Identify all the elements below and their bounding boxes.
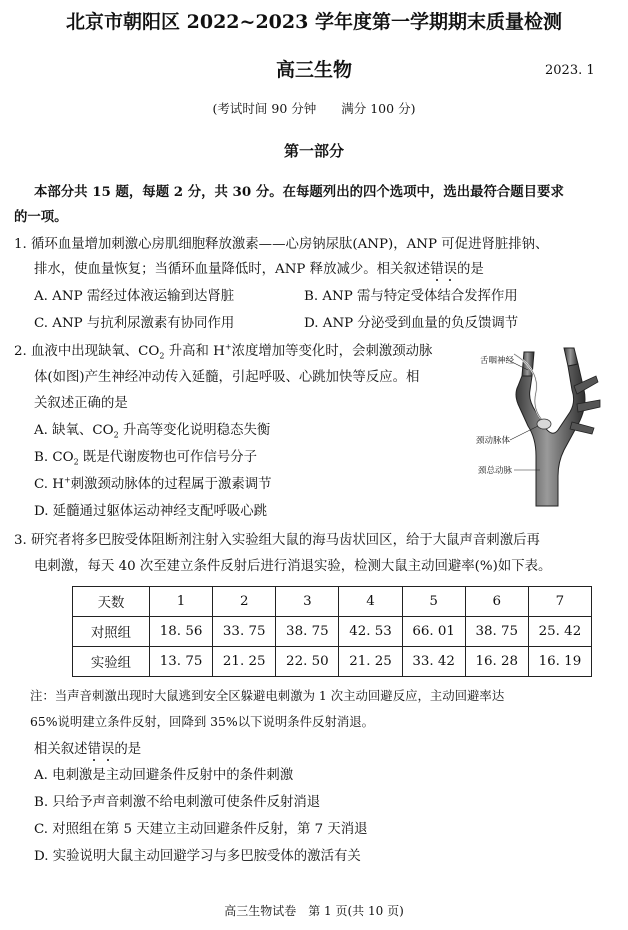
table-cell: 66. 01 xyxy=(402,617,465,647)
q1-stem-line-1: 1. 循环血量增加刺激心房肌细胞释放激素——心房钠尿肽(ANP)，ANP 可促进肾脏排钠、 xyxy=(14,237,549,252)
q2-a-sub: 2 xyxy=(113,430,119,440)
table-cell: 22. 50 xyxy=(276,647,339,677)
table-header-cell: 7 xyxy=(528,587,591,617)
table-row xyxy=(73,617,592,647)
q2-b-text-end: 既是代谢废物也可作信号分子 xyxy=(78,450,258,465)
avoidance-rate-table xyxy=(72,586,592,677)
table-cell: 21. 25 xyxy=(339,647,402,677)
table-cell: 38. 75 xyxy=(465,617,528,647)
table-header-cell: 1 xyxy=(150,587,213,617)
q2-option-c xyxy=(34,476,272,494)
q1-option-d: D. ANP 分泌受到血量的负反馈调节 xyxy=(304,316,519,331)
q3-question-end: 的是 xyxy=(114,742,142,757)
q2-option-b xyxy=(34,449,257,467)
table-row-label: 对照组 xyxy=(73,617,150,647)
q3-emphasis-2: 误 xyxy=(100,742,115,757)
carotid-figure xyxy=(478,346,610,508)
figure-label-carotid-artery: 颈总动脉 xyxy=(478,466,513,476)
table-header-cell: 6 xyxy=(465,587,528,617)
table-cell: 16. 28 xyxy=(465,647,528,677)
q3-option-d: D. 实验说明大鼠主动回避学习与多巴胺受体的激活有关 xyxy=(34,849,361,864)
q3-option-b: B. 只给予声音刺激不给电刺激可使条件反射消退 xyxy=(34,795,321,810)
q2-sup: + xyxy=(224,342,232,352)
table-cell: 33. 42 xyxy=(402,647,465,677)
q1-stem-line-2 xyxy=(34,261,484,279)
table-header-cell: 5 xyxy=(402,587,465,617)
q2-b-text: B. CO xyxy=(34,450,74,465)
table-cell: 42. 53 xyxy=(339,617,402,647)
exam-info: (考试时间 90 分钟 满分 100 分) xyxy=(212,101,416,116)
part-title: 第一部分 xyxy=(283,142,344,160)
q2-sub: 2 xyxy=(159,351,165,361)
q2-b-sub: 2 xyxy=(73,457,79,467)
table-cell: 25. 42 xyxy=(528,617,591,647)
q3-option-c: C. 对照组在第 5 天建立主动回避条件反射，第 7 天消退 xyxy=(34,822,368,837)
exam-title: 北京市朝阳区 2022~2023 学年度第一学期期末质量检测 xyxy=(66,11,562,33)
table-row xyxy=(73,647,592,677)
table-header-row xyxy=(73,587,592,617)
q2-stem-line-2: 体(如图)产生神经冲动传入延髓，引起呼吸、心跳加快等反应。相 xyxy=(34,370,420,385)
table-header-cell: 3 xyxy=(276,587,339,617)
q3-note-line-2: 65%说明建立条件反射，回降到 35%以下说明条件反射消退。 xyxy=(30,714,375,729)
q3-stem-line-2: 电刺激，每天 40 次至建立条件反射后进行消退实验，检测大鼠主动回避率(%)如下表。 xyxy=(34,559,552,574)
q2-option-a xyxy=(34,422,270,440)
table-cell: 21. 25 xyxy=(213,647,276,677)
table-header-cell: 天数 xyxy=(73,587,150,617)
table-header-cell: 4 xyxy=(339,587,402,617)
instructions-line-2: 的一项。 xyxy=(14,209,68,225)
q2-stem-line-3: 关叙述正确的是 xyxy=(34,396,128,411)
q3-option-a: A. 电刺激是主动回避条件反射中的条件刺激 xyxy=(34,768,294,783)
q2-c-sup: + xyxy=(63,475,71,485)
q3-note-line-1: 注：当声音刺激出现时大鼠逃到安全区躲避电刺激为 1 次主动回避反应，主动回避率达 xyxy=(30,688,505,703)
q2-a-text-end: 升高等变化说明稳态失衡 xyxy=(118,423,271,438)
table-cell: 38. 75 xyxy=(276,617,339,647)
q2-a-text: A. 缺氧、CO xyxy=(34,423,114,438)
table-row-label: 实验组 xyxy=(73,647,150,677)
figure-label-nerve: 舌咽神经 xyxy=(480,356,515,366)
q2-stem-line-1 xyxy=(14,343,432,361)
table-cell: 13. 75 xyxy=(150,647,213,677)
q2-c-text-end: 刺激颈动脉体的过程属于激素调节 xyxy=(70,477,272,492)
q1-emphasis-2: 误 xyxy=(443,262,457,277)
q1-option-b: B. ANP 需与特定受体结合发挥作用 xyxy=(304,289,518,304)
carotid-artery-illustration xyxy=(478,346,610,508)
q2-option-d: D. 延髓通过躯体运动神经支配呼吸心跳 xyxy=(34,504,268,519)
table-cell: 18. 56 xyxy=(150,617,213,647)
page-footer: 高三生物试卷 第 1 页(共 10 页) xyxy=(224,904,404,918)
q2-text-b: 升高和 H xyxy=(164,344,225,359)
q3-question-text: 相关叙述 xyxy=(34,742,88,757)
q2-text-c: 浓度增加等变化时，会刺激颈动脉 xyxy=(231,344,433,359)
table-header-cell: 2 xyxy=(213,587,276,617)
q1-option-c: C. ANP 与抗利尿激素有协同作用 xyxy=(34,316,235,331)
subject-title: 高三生物 xyxy=(275,59,352,81)
q3-stem-line-1: 3. 研究者将多巴胺受体阻断剂注射入实验组大鼠的海马齿状回区，给于大鼠声音刺激后再 xyxy=(14,533,540,548)
figure-label-carotid-body: 颈动脉体 xyxy=(476,436,511,446)
q3-question xyxy=(34,741,141,759)
q2-c-text: C. H xyxy=(34,477,64,492)
q2-text-a: 2. 血液中出现缺氧、CO xyxy=(14,344,160,359)
table-cell: 16. 19 xyxy=(528,647,591,677)
table-cell: 33. 75 xyxy=(213,617,276,647)
q1-option-a: A. ANP 需经过体液运输到达肾脏 xyxy=(34,289,235,304)
q1-stem-end: 的是 xyxy=(456,262,484,277)
q1-stem-text: 排水，使血量恢复；当循环血量降低时，ANP 释放减少。相关叙述 xyxy=(34,262,431,277)
q3-emphasis-1: 错 xyxy=(87,742,101,757)
exam-date: 2023. 1 xyxy=(545,63,595,78)
q1-emphasis-1: 错 xyxy=(430,262,444,277)
instructions-line-1: 本部分共 15 题，每题 2 分，共 30 分。在每题列出的四个选项中，选出最符合题目要求 xyxy=(34,184,564,200)
